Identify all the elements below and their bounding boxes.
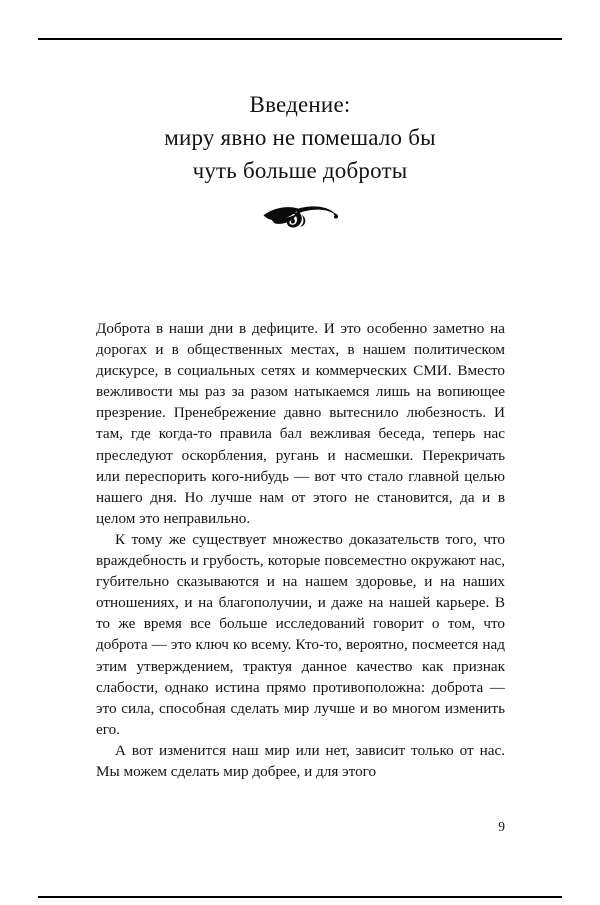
page-number: 9 xyxy=(498,819,505,834)
paragraph-3: А вот изменится наш мир или нет, зависит только от нас. Мы можем сделать мир добрее, и для этого xyxy=(96,741,505,780)
chapter-title xyxy=(60,88,540,187)
leaf-flourish-ornament xyxy=(0,200,600,234)
chapter-title-line-1: Введение: xyxy=(249,92,351,117)
body-text xyxy=(96,318,505,782)
chapter-title-line-3: чуть больше доброты xyxy=(192,158,408,183)
chapter-title-line-2: миру явно не помешало бы xyxy=(164,125,436,150)
bottom-page-rule xyxy=(38,896,562,898)
top-page-rule xyxy=(38,38,562,40)
paragraph-1: Доброта в наши дни в дефиците. И это особенно заметно на дорогах и в общественных местах, в нашем политическом дискурсе, в социальных сетях и коммерческих СМИ. Вместо вежливости мы раз за разом натыкаемся лишь на вопиющее презрение. Пренебрежение давно вытеснило любезность. И там, где когда-то правила бал вежливая беседа, теперь нас преследуют оскорбления, ругань и насмешки. Перекричать или переспорить кого-нибудь — вот что стало главной целью нашего дня. Но лучше нам от этого не становится, да и в целом это неправильно. xyxy=(96,320,505,527)
paragraph-2: К тому же существует множество доказательств того, что враждебность и грубость, которые повсеместно окружают нас, губительно сказываются и на нашем здоровье, и на наших отношениях, и на благополучии, и даже на нашей карьере. В то же время все больше исследований говорит о том, что доброта — это ключ ко всему. Кто-то, вероятно, посмеется над этим утверждением, трактуя данное качество как признак слабости, однако истина прямо противоположна: доброта — это сила, способная сделать мир лучше и во многом изменить его. xyxy=(96,530,505,738)
